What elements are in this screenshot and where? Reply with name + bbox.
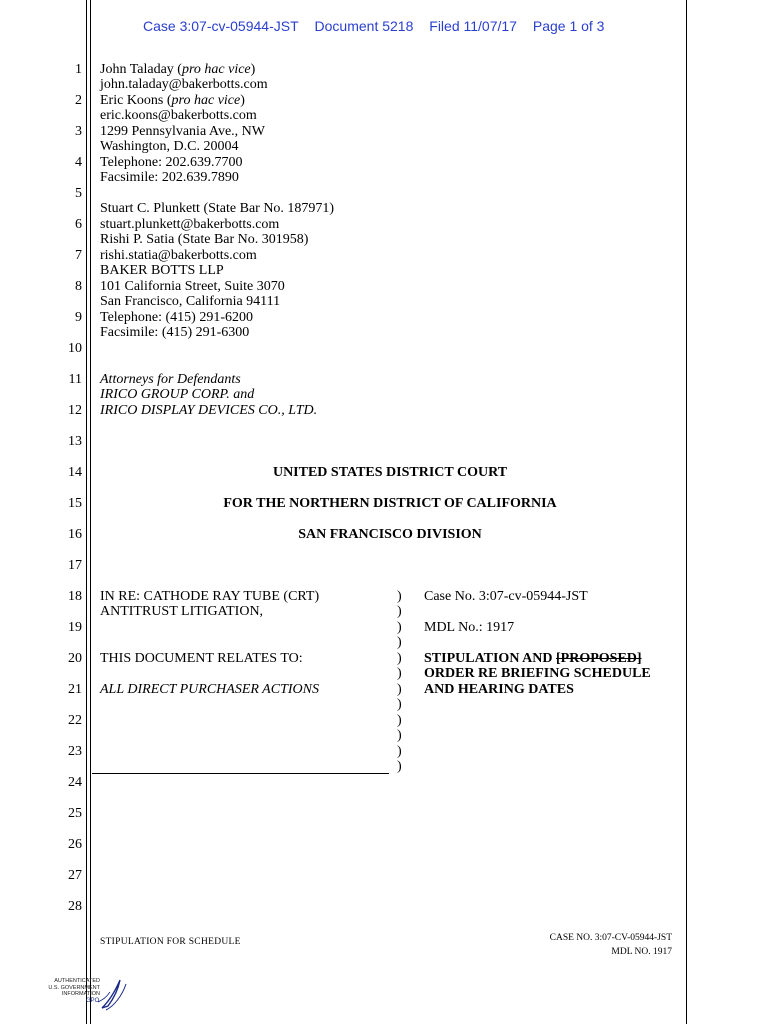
counsel-line: Eric Koons (pro hac vice) <box>100 93 245 108</box>
counsel-line: Facsimile: (415) 291-6300 <box>100 325 250 340</box>
ecf-case-number: Case 3:07-cv-05944-JST <box>143 18 299 34</box>
line-number: 4 <box>75 155 82 170</box>
paren: ) <box>397 728 402 743</box>
line-number: 20 <box>68 651 82 666</box>
paren: ) <box>397 604 402 619</box>
footer-left: STIPULATION FOR SCHEDULE <box>100 937 241 947</box>
caption-actions: ALL DIRECT PURCHASER ACTIONS <box>100 682 319 697</box>
line-number: 21 <box>68 682 82 697</box>
paren: ) <box>397 697 402 712</box>
line-number: 17 <box>68 558 82 573</box>
line-number: 26 <box>68 837 82 852</box>
paren: ) <box>397 744 402 759</box>
right-margin-line <box>686 0 687 1024</box>
line-number: 10 <box>68 341 82 356</box>
counsel-line: Washington, D.C. 20004 <box>100 139 239 154</box>
line-number: 12 <box>68 403 82 418</box>
line-number: 15 <box>68 496 82 511</box>
caption-in-re-2: ANTITRUST LITIGATION, <box>100 604 264 619</box>
caption-underline <box>92 773 389 774</box>
ecf-filed-date: Filed 11/07/17 <box>429 18 517 34</box>
line-number: 23 <box>68 744 82 759</box>
counsel-line: 101 California Street, Suite 3070 <box>100 279 285 294</box>
pro-hac-vice-text: pro hac vice <box>181 62 251 77</box>
paren: ) <box>397 635 402 650</box>
line-number: 16 <box>68 527 82 542</box>
line-number: 11 <box>68 372 82 387</box>
line-number: 2 <box>75 93 82 108</box>
line-number: 19 <box>68 620 82 635</box>
ecf-page-count: Page 1 of 3 <box>532 18 605 34</box>
attorneys-for-line: IRICO GROUP CORP. and <box>100 387 255 402</box>
gpo-seal <box>44 972 134 1014</box>
ecf-header <box>143 18 616 34</box>
paren: ) <box>397 589 402 604</box>
pro-hac-vice-text: pro hac vice <box>171 93 241 108</box>
line-number: 7 <box>75 248 82 263</box>
attorneys-for-line: IRICO DISPLAY DEVICES CO., LTD. <box>100 403 318 418</box>
counsel-line <box>100 62 255 77</box>
court-name: UNITED STATES DISTRICT COURT <box>272 465 508 480</box>
caption-relates: THIS DOCUMENT RELATES TO: <box>100 651 303 666</box>
line-number: 6 <box>75 217 82 232</box>
counsel-line: eric.koons@bakerbotts.com <box>100 108 257 123</box>
counsel-line: 1299 Pennsylvania Ave., NW <box>100 124 265 139</box>
line-number: 22 <box>68 713 82 728</box>
court-division: SAN FRANCISCO DIVISION <box>298 527 482 542</box>
caption-in-re: IN RE: CATHODE RAY TUBE (CRT) <box>100 589 320 604</box>
paren: ) <box>397 682 402 697</box>
seal-gpo-label: GPO <box>86 998 100 1004</box>
footer-case-number: CASE NO. 3:07-CV-05944-JST <box>549 933 672 943</box>
ecf-document-number: Document 5218 <box>314 18 414 34</box>
line-number: 24 <box>68 775 82 790</box>
line-number: 1 <box>75 62 82 77</box>
mdl-number: MDL No.: 1917 <box>424 620 515 635</box>
counsel-line: Telephone: (415) 291-6200 <box>100 310 253 325</box>
footer-right <box>550 931 672 959</box>
footer-mdl-number: MDL NO. 1917 <box>611 947 672 957</box>
seal-line: INFORMATION <box>61 991 100 997</box>
seal-line: AUTHENTICATED <box>54 978 100 984</box>
seal-line: U.S. GOVERNMENT <box>48 984 100 991</box>
document-title-line-2: ORDER RE BRIEFING SCHEDULE <box>424 666 651 681</box>
line-number: 13 <box>68 434 82 449</box>
paren: ) <box>397 651 402 666</box>
paren: ) <box>397 759 402 774</box>
counsel-line: stuart.plunkett@bakerbotts.com <box>100 217 280 232</box>
line-number: 27 <box>68 868 82 883</box>
left-margin-line-outer <box>86 0 87 1024</box>
paren: ) <box>397 713 402 728</box>
counsel-line: rishi.statia@bakerbotts.com <box>100 248 257 263</box>
counsel-line: BAKER BOTTS LLP <box>100 263 224 278</box>
gpo-eagle-icon <box>44 972 134 1014</box>
counsel-line: john.taladay@bakerbotts.com <box>100 77 268 92</box>
document-title-text: STIPULATION AND <box>424 651 556 666</box>
document-title-line-3: AND HEARING DATES <box>424 682 574 697</box>
left-margin-line-inner <box>90 0 91 1024</box>
case-number: Case No. 3:07-cv-05944-JST <box>424 589 588 604</box>
line-number: 9 <box>75 310 82 325</box>
document-title-line-1 <box>424 651 642 666</box>
attorneys-for-line: Attorneys for Defendants <box>100 372 241 387</box>
counsel-line: Stuart C. Plunkett (State Bar No. 187971) <box>100 201 335 216</box>
counsel-line: Facsimile: 202.639.7890 <box>100 170 239 185</box>
line-number: 8 <box>75 279 82 294</box>
line-number: 18 <box>68 589 82 604</box>
paren: ) <box>397 620 402 635</box>
paren: ) <box>397 666 402 681</box>
counsel-name: John Taladay (pro hac vice) <box>100 62 256 77</box>
line-number: 14 <box>68 465 82 480</box>
counsel-line: Telephone: 202.639.7700 <box>100 155 243 170</box>
line-number: 5 <box>75 186 82 201</box>
line-number: 25 <box>68 806 82 821</box>
counsel-line: San Francisco, California 94111 <box>100 294 281 309</box>
counsel-line: Rishi P. Satia (State Bar No. 301958) <box>100 232 309 247</box>
line-number: 3 <box>75 124 82 139</box>
court-district: FOR THE NORTHERN DISTRICT OF CALIFORNIA <box>223 496 557 511</box>
document-title-struck: [PROPOSED] <box>556 651 642 666</box>
line-number: 28 <box>68 899 82 914</box>
